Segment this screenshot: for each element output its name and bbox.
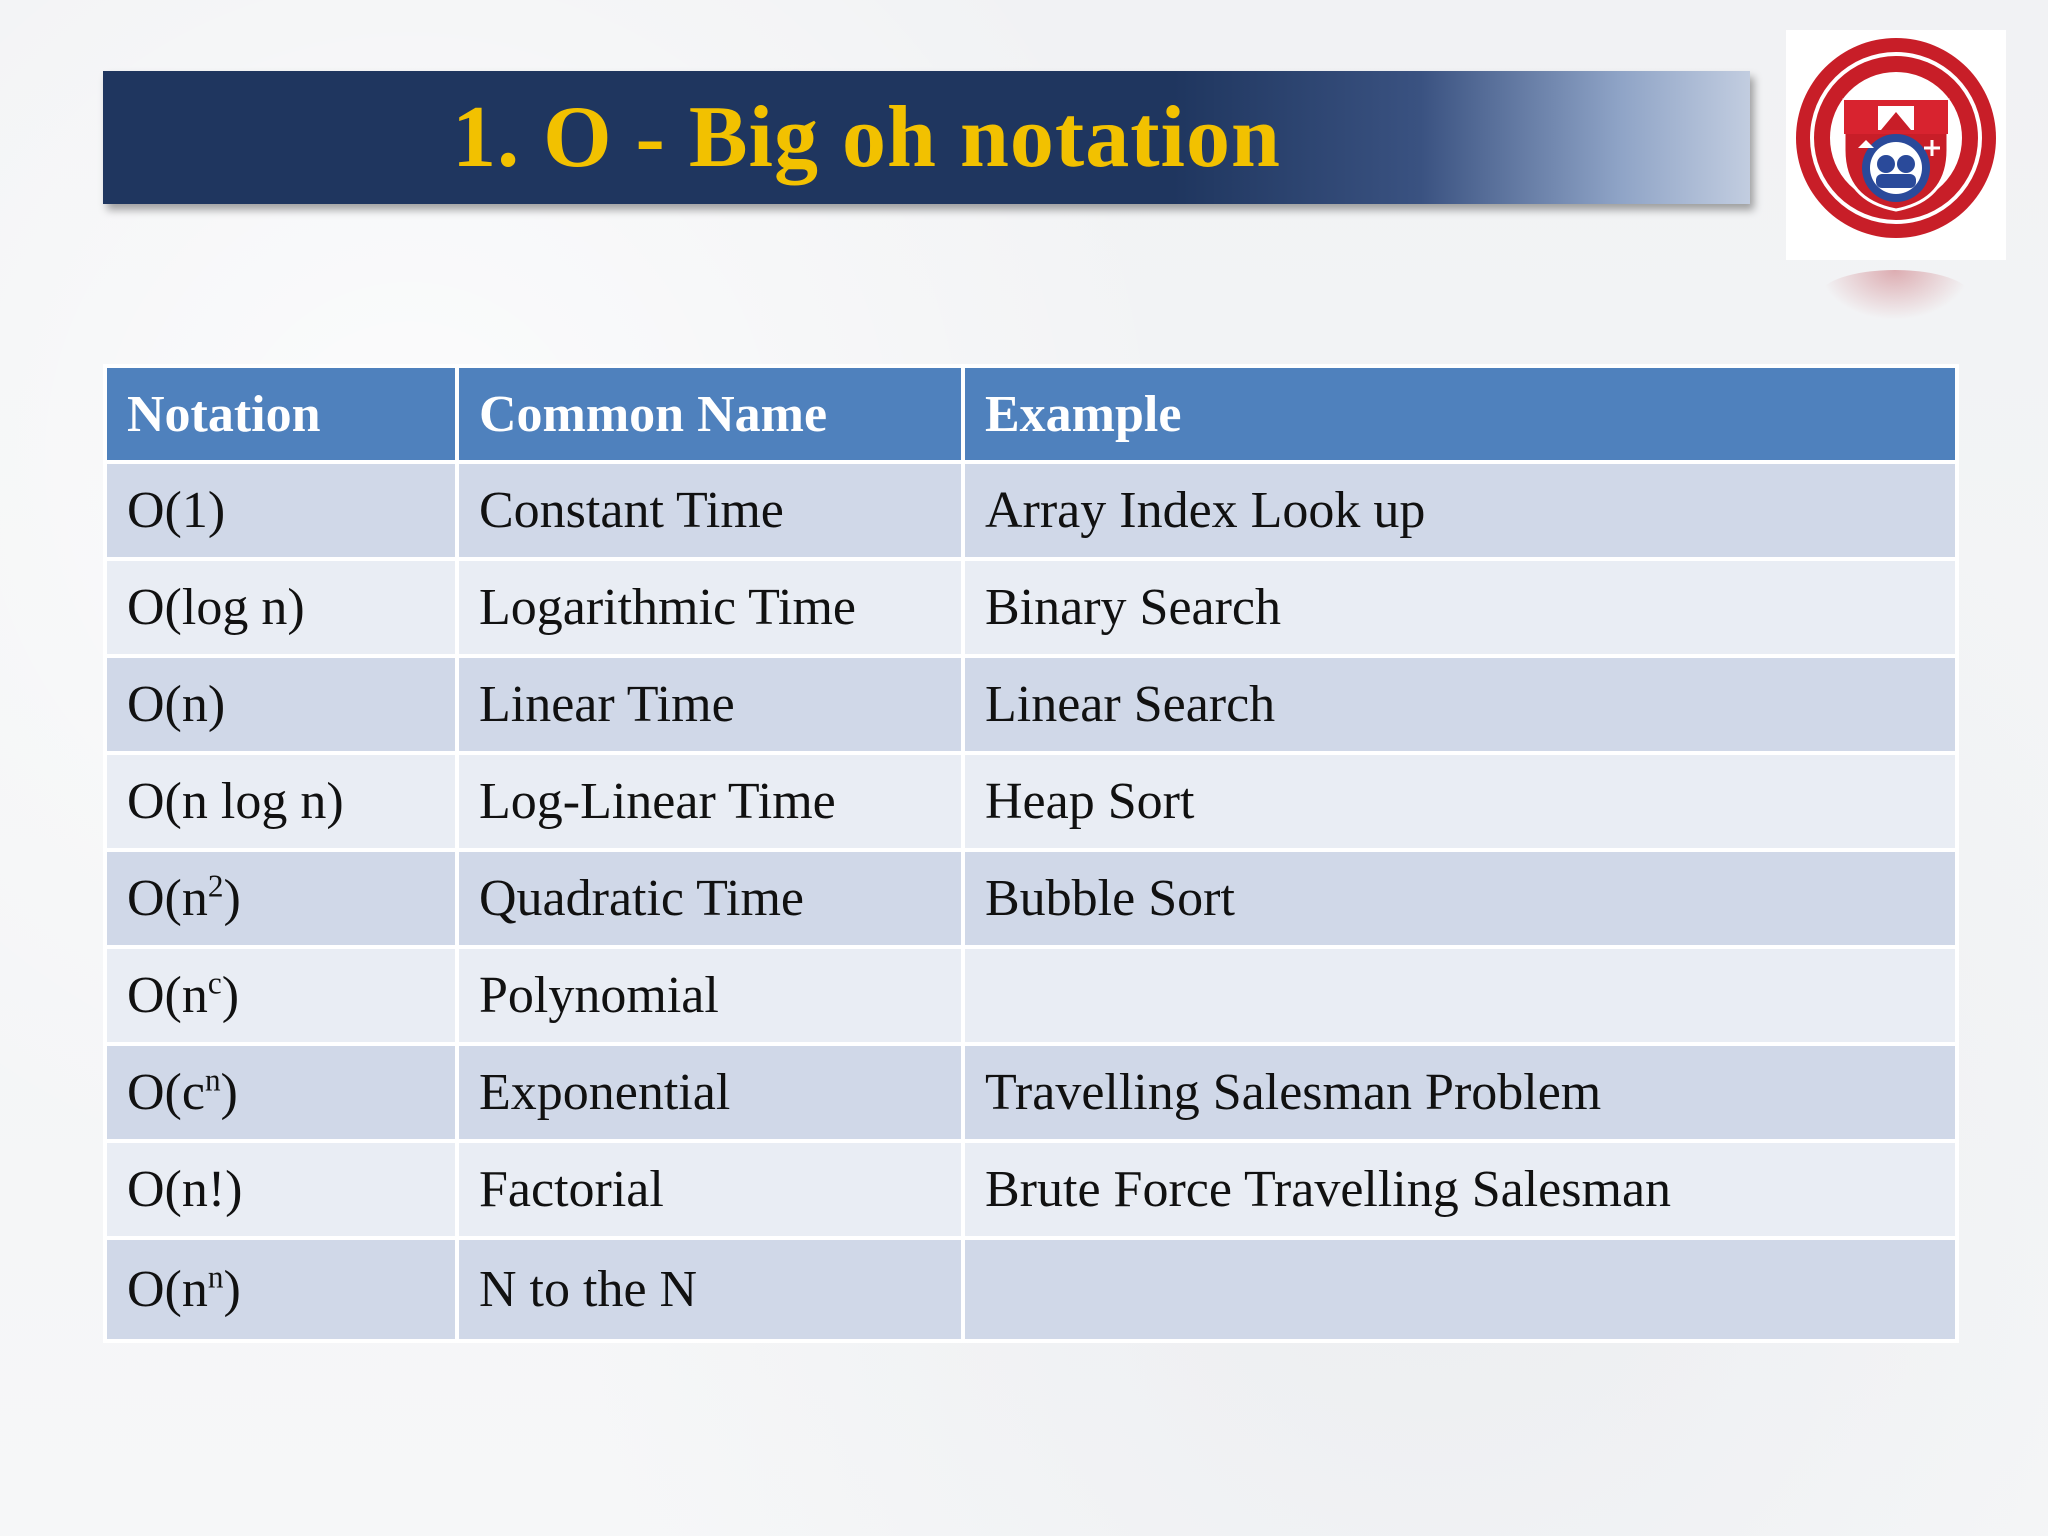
notation-cell: $O(n^n)$	[105, 1238, 457, 1341]
header-notation: Notation	[105, 366, 457, 462]
header-example: Example	[963, 366, 1957, 462]
notation-cell: O(n log n)	[105, 753, 457, 850]
title-banner	[103, 71, 1750, 204]
common-name-cell: Polynomial	[457, 947, 963, 1044]
notation-cell: O(n!)	[105, 1141, 457, 1238]
notation-cell: $O(c^n)$	[105, 1044, 457, 1141]
example-cell: Array Index Look up	[963, 462, 1957, 559]
big-o-notation-table	[103, 364, 1959, 1343]
common-name-cell: Factorial	[457, 1141, 963, 1238]
common-name-cell: Constant Time	[457, 462, 963, 559]
table-row	[105, 1044, 1957, 1141]
example-cell	[963, 947, 1957, 1044]
table-row	[105, 462, 1957, 559]
example-cell: Travelling Salesman Problem	[963, 1044, 1957, 1141]
common-name-cell: Quadratic Time	[457, 850, 963, 947]
notation-cell: O(1)	[105, 462, 457, 559]
notation-cell: O(n)	[105, 656, 457, 753]
common-name-cell: Log-Linear Time	[457, 753, 963, 850]
institution-seal-logo-icon	[1786, 30, 2006, 260]
slide-title: 1. O - Big oh notation	[452, 89, 1281, 186]
table-row	[105, 850, 1957, 947]
logo-reflection	[1820, 270, 1970, 320]
table-row	[105, 1238, 1957, 1341]
example-cell: Bubble Sort	[963, 850, 1957, 947]
common-name-cell: Logarithmic Time	[457, 559, 963, 656]
table-header-row	[105, 366, 1957, 462]
table-row	[105, 656, 1957, 753]
example-cell: Binary Search	[963, 559, 1957, 656]
notation-cell: $O(n^2)$	[105, 850, 457, 947]
table-row	[105, 947, 1957, 1044]
header-common-name: Common Name	[457, 366, 963, 462]
common-name-cell: Linear Time	[457, 656, 963, 753]
example-cell: Heap Sort	[963, 753, 1957, 850]
notation-cell: O(log n)	[105, 559, 457, 656]
common-name-cell: Exponential	[457, 1044, 963, 1141]
example-cell: Linear Search	[963, 656, 1957, 753]
example-cell	[963, 1238, 1957, 1341]
table-row	[105, 559, 1957, 656]
example-cell: Brute Force Travelling Salesman	[963, 1141, 1957, 1238]
common-name-cell: N to the N	[457, 1238, 963, 1341]
institution-logo	[1786, 30, 2006, 260]
table-row	[105, 1141, 1957, 1238]
table-row	[105, 753, 1957, 850]
notation-cell: $O(n^c)$	[105, 947, 457, 1044]
